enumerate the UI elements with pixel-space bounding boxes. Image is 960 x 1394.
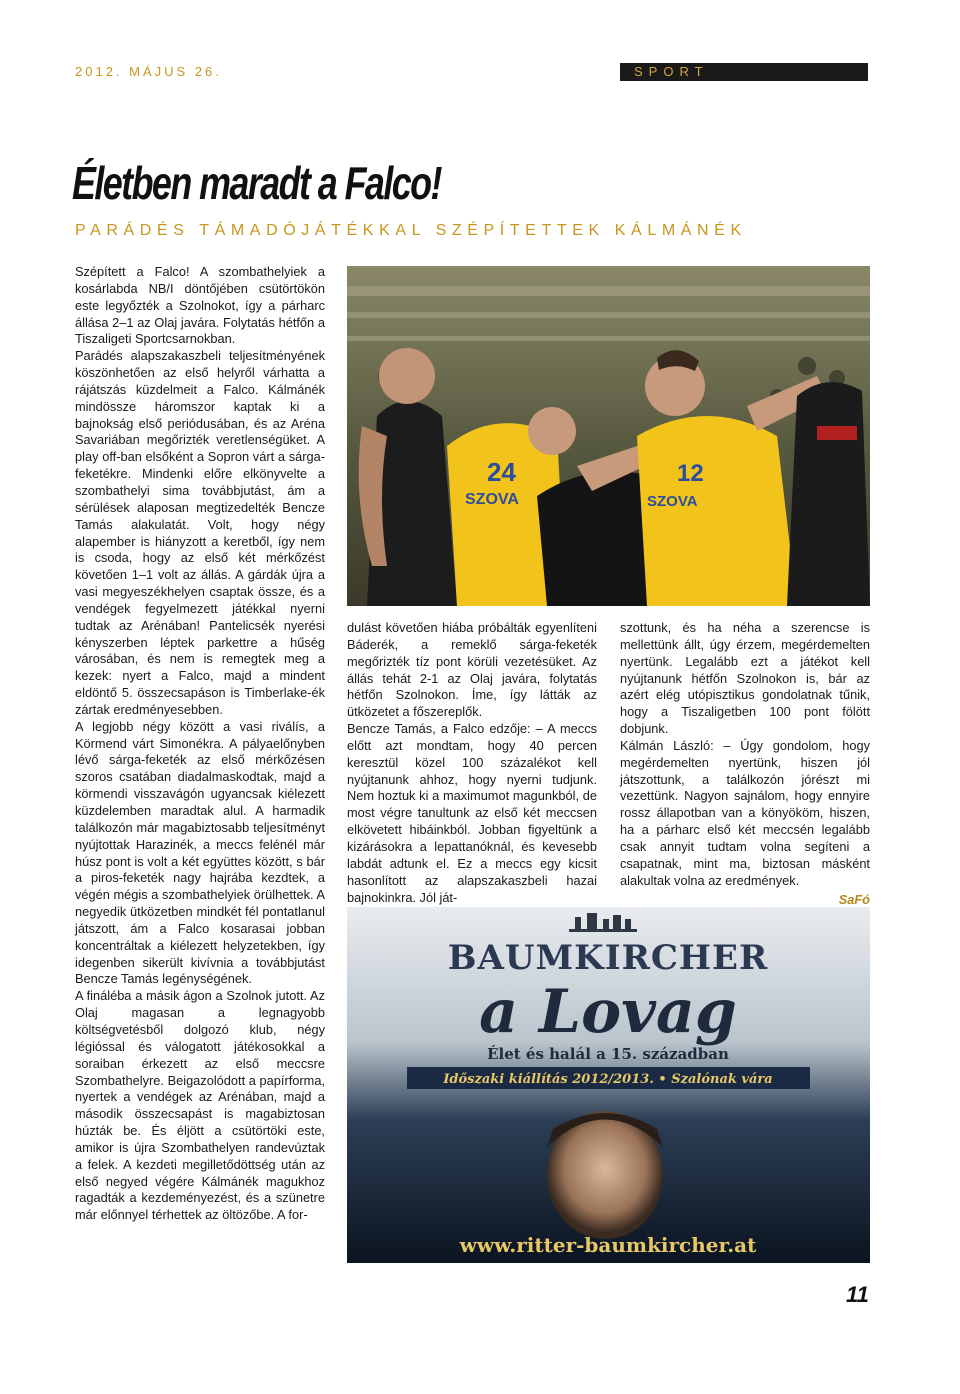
article-title: Életben maradt a Falco! <box>72 157 441 209</box>
ad-script-title: a Lovag <box>479 977 737 1047</box>
paragraph: Szépített a Falco! A szombathelyiek a kosárlabda NB/I döntőjében csütörtökön este legyőzték a Szolnokot, így a párharc állása 2–1 az Olaj javára. Folytatás hétfőn a Tiszaligeti Sportcsarnokban. <box>75 264 325 347</box>
ad-heading: BAUMKIRCHER <box>447 938 769 978</box>
ad-exhibition-info: Időszaki kiállítás 2012/2013. • Szalónak vára <box>443 1072 773 1087</box>
paragraph: szottunk, és ha néha a szerencse is mellettünk állt, úgy érzem, megérdemelten nyertünk. Legalább ezt a játékot kell nyújtanunk hétfőn Szolnokon is, bár az azért elég utópisztikus gondolatnak tűnik, hogy a Tiszaligetben 100 pont fölött dobjunk. <box>620 620 870 737</box>
paragraph: A legjobb négy között a vasi riválís, a Körmend várt Simonékra. A pályaelőnyben lévő sárga-feketék az első mérkőzésen szoros csatában diadalmaskodtak, majd a körmendi visszavágón ugyancsak kiélezett küzdelemben maradtak alul. A harmadik találkozón már magabiztosabb teljesítményt nyújtottak Harazinék, a meccs felénél már húsz pont is volt a két együttes között, s bár a piros-feketék nagy hajrába kezdtek, a végén mégis a szombathelyiek örülhettek. A negyedik ütközetben mindkét fél pontatlanul játszott, ám a Falco kosarasai jobban koncentráltak a kiélezett helyzetekben, így idegenben sikerült kivívnia a továbbjutást Bencze Tamás legénységének. <box>75 718 325 987</box>
ad-url-link[interactable]: www.ritter-baumkircher.at <box>459 1233 757 1257</box>
baumkircher-advertisement[interactable] <box>347 907 870 1263</box>
jersey-number: 24 <box>487 457 516 487</box>
jersey-number: 12 <box>677 460 704 487</box>
jersey-text: SZOVA <box>647 493 698 510</box>
paragraph: Parádés alapszakaszbeli teljesítményének köszönhetően az első helyről várhatta a rájátszás küzdelmeit a Falco. Kálmánék mindössze háromszor kaptak ki a bajnokság első periódusában, és az Aréna Savariában megőrizték veretlenségüket. A play off-ban elsőként a Sopron várt a sárga-feketékre. Mindenki előre elkönyvelte a szombathelyi sima továbbjutást, ám a sérülések alaposan megtizedelték Bencze Tamás alakulatát. Volt, hogy négy alapember is hiányzott a keretből, így nem is csoda, hogy az első két mérkőzést követően 1–1 volt az állás. A gárdák újra a vasi megyeszékhelyen csaptak össze, és a vendégek fegyelmezett játékkal nyerni tudtak az Arénában! Pantelicsék nyerési kényszerben léptek parkettre a hűség városában, és nem is remegtek meg a kezek: nyert a Falco, majd a mindent eldöntő 5. összecsapáson is Timberlake-ék zártak eredményesebben. <box>75 348 325 717</box>
article-column-2 <box>347 620 597 905</box>
article-subtitle: PARÁDÉS TÁMADÓJÁTÉKKAL SZÉPÍTETTEK KÁLMÁNÉK <box>75 222 747 239</box>
page-number: 11 <box>846 1282 869 1307</box>
paragraph: Bencze Tamás, a Falco edzője: – A meccs előtt azt mondtam, hogy 40 percen keresztül közel 100 százalékot kell nyújtanunk ahhoz, hogy nyerni tudjunk. Nem hoztuk ki a maximumot magunkból, de most végre tanultunk az első két meccsen elkövetett hibáinkból. Jobban figyeltünk a kizárásokra a lepattanóknál, és kevesebb labdát adtunk el. Ez a meccs egy kicsit hasonlított az alapszakaszbeli hazai bajnokinkra. Jól ját- <box>347 721 597 905</box>
jersey-text: SZOVA <box>465 491 519 508</box>
section-label: SPORT <box>634 64 709 79</box>
ad-tagline: Élet és halál a 15. században <box>487 1045 729 1063</box>
author-signature: SaFó <box>838 891 870 907</box>
article-column-1 <box>75 264 325 1266</box>
article-column-3 <box>620 620 870 907</box>
basketball-photo <box>347 266 870 606</box>
paragraph: A fináléba a másik ágon a Szolnok jutott. Az Olaj magasan a legnagyobb költségvetésből dolgozó klub, négy légióssal és válogatott játékosokkal a soraiban érkezett az első meccsre Szombathelyre. Beigazolódott a papírforma, nyertek a vendégek az Arénában, majd a második összecsapást is magabiztosan húzták be. És éljött a csütörtöki este, amikor is újra Szombathelyen randevúztak a felek. A kezdeti megilletődöttség után az első negyed végére Kálmánék magukhoz ragadták a kezdeményezést, és a szünetre már előnnyel térhettek az öltözőbe. A for- <box>75 988 325 1223</box>
paragraph: Kálmán László: – Úgy gondolom, hogy megérdemelten nyertünk, hiszen jól játszottunk, a találkozón jórészt mi vezettünk. Nagyon sajnálom, hogy ennyire rossz állapotban van a könyököm, hiszen, ha a párharc első két meccsén legalább csak annyit tudtam volna segíteni a csapatnak, mint ma, biztosan másként alakultak volna az eredmények. <box>620 737 870 888</box>
header-date: 2012. MÁJUS 26. <box>75 64 222 79</box>
section-bar <box>620 63 868 81</box>
paragraph: dulást követően hiába próbálták egyenlíteni Báderék, a remeklő sárga-feketék megőrizték tíz pont körüli vezetésüket. Az állás tehát 2-1 az Olaj javára, folytatás hétfőn Szolnokon. Íme, így látták az ütközetet a főszereplők. <box>347 620 597 720</box>
